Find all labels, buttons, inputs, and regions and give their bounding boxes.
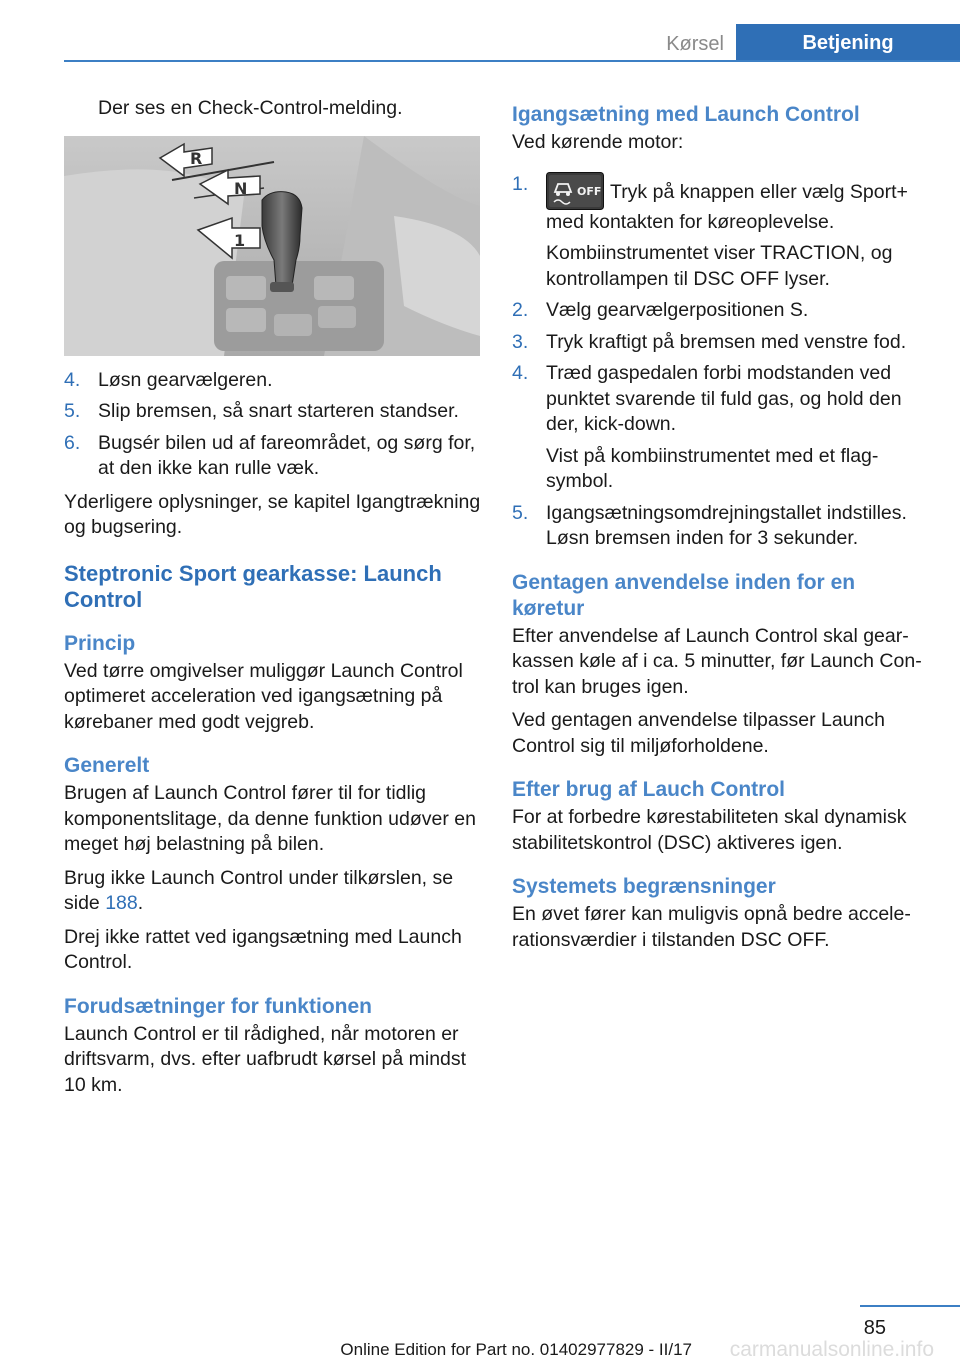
dsc-off-button-icon bbox=[546, 172, 604, 210]
motor-text: Ved kørende motor: bbox=[512, 131, 684, 153]
list-item: 4. Træd gaspedalen forbi modstanden ved punktet svarende til fuld gas, og hold den der, kick-down. Vist på kombiinstrumentet med et flagsymbol. bbox=[512, 362, 902, 492]
dsc-off-icon-label: OFF bbox=[577, 184, 602, 198]
page-number: 85 bbox=[863, 1317, 886, 1339]
princip-text: Ved tørre omgivelser muliggør Launch Control optimeret acceleration ved igangsætning på kørebaner med godt vejgreb. bbox=[64, 659, 463, 733]
list-item: 5. Igangsætningsomdrejningstallet indstilles. Løsn bremsen inden for 3 sekunder. bbox=[512, 501, 907, 549]
more-info-text: Yderligere oplysninger, se kapitel Igangtrækning og bugsering. bbox=[64, 490, 481, 538]
heading-systemets: Systemets begrænsninger bbox=[512, 875, 776, 898]
gentagen-text-1: Efter anvendelse af Launch Control skal gearkassen køle af i ca. 5 minutter, før Launch Control kan bruges igen. bbox=[512, 624, 922, 698]
list-item: 2. Vælg gearvælgerpositionen S. bbox=[512, 299, 809, 321]
left-steps-list bbox=[64, 368, 482, 482]
heading-igangsaetning: Igangsætning med Launch Control bbox=[512, 103, 860, 126]
list-item: 4. Løsn gearvælgeren. bbox=[64, 368, 273, 391]
gentagen-text-2: Ved gentagen anvendelse tilpasser Launch Control sig til miljøforholdene. bbox=[512, 709, 885, 757]
gear-selector-photo bbox=[64, 136, 480, 356]
tab-chapter[interactable]: Kørsel bbox=[666, 33, 724, 55]
watermark: carmanualsonline.info bbox=[729, 1338, 934, 1361]
heading-forudsaetninger: Forudsætninger for funktionen bbox=[64, 994, 372, 1018]
left-column bbox=[64, 96, 482, 1106]
list-item: 5. Slip bremsen, så snart starteren standser. bbox=[64, 400, 459, 422]
list-item: 3. Tryk kraftigt på bremsen med venstre fod. bbox=[512, 330, 907, 353]
generelt-text-2: Brug ikke Launch Control under tilkørslen, se side 188. bbox=[64, 866, 454, 914]
edition-text: Online Edition for Part no. 01402977829 - II/17 bbox=[340, 1340, 692, 1359]
footer-rule bbox=[860, 1305, 960, 1307]
generelt-text-1: Brugen af Launch Control fører til for tidlig komponentslitage, da denne funktion udøver en meget høj belastning på bilen. bbox=[64, 782, 476, 855]
intro-text: Der ses en Check-Control-melding. bbox=[98, 97, 403, 119]
right-column bbox=[512, 96, 932, 961]
arrow-1-label: 1 bbox=[234, 230, 246, 250]
heading-princip: Princip bbox=[64, 631, 136, 655]
page-link-188[interactable]: 188 bbox=[105, 892, 138, 914]
header-rule bbox=[64, 60, 960, 62]
right-steps-list bbox=[512, 172, 932, 552]
tab-section[interactable]: Betjening bbox=[736, 24, 960, 62]
arrow-n-label: N bbox=[234, 178, 248, 198]
list-item: 1. OFF Tryk på knappen eller vælg Sport+ med kontakten for køreoplevelse. Kombiinstrumentet viser TRACTION, og kontrollampen til DSC OFF lyser. bbox=[512, 172, 908, 290]
heading-generelt: Generelt bbox=[64, 754, 150, 777]
heading-steptronic: Steptronic Sport gearkasse: Launch Control bbox=[64, 560, 442, 612]
efter-brug-text: For at forbedre kørestabiliteten skal dynamisk stabilitetskontrol (DSC) aktiveres igen. bbox=[512, 806, 907, 854]
arrow-r-label: R bbox=[190, 148, 203, 168]
generelt-text-3: Drej ikke rattet ved igangsætning med Launch Control. bbox=[64, 925, 462, 973]
heading-efter-brug: Efter brug af Lauch Control bbox=[512, 778, 785, 801]
page-header bbox=[64, 24, 960, 62]
forudsaetninger-text: Launch Control er til rådighed, når motoren er driftsvarm, dvs. efter uafbrudt kørsel på mindst 10 km. bbox=[64, 1022, 467, 1096]
heading-gentagen: Gentagen anvendelse inden for en køretur bbox=[512, 570, 856, 620]
systemets-text: En øvet fører kan muligvis opnå bedre accelerationsværdier i tilstanden DSC OFF. bbox=[512, 903, 911, 951]
list-item: 6. Bugsér bilen ud af fareområdet, og sørg for, at den ikke kan rulle væk. bbox=[64, 431, 476, 479]
